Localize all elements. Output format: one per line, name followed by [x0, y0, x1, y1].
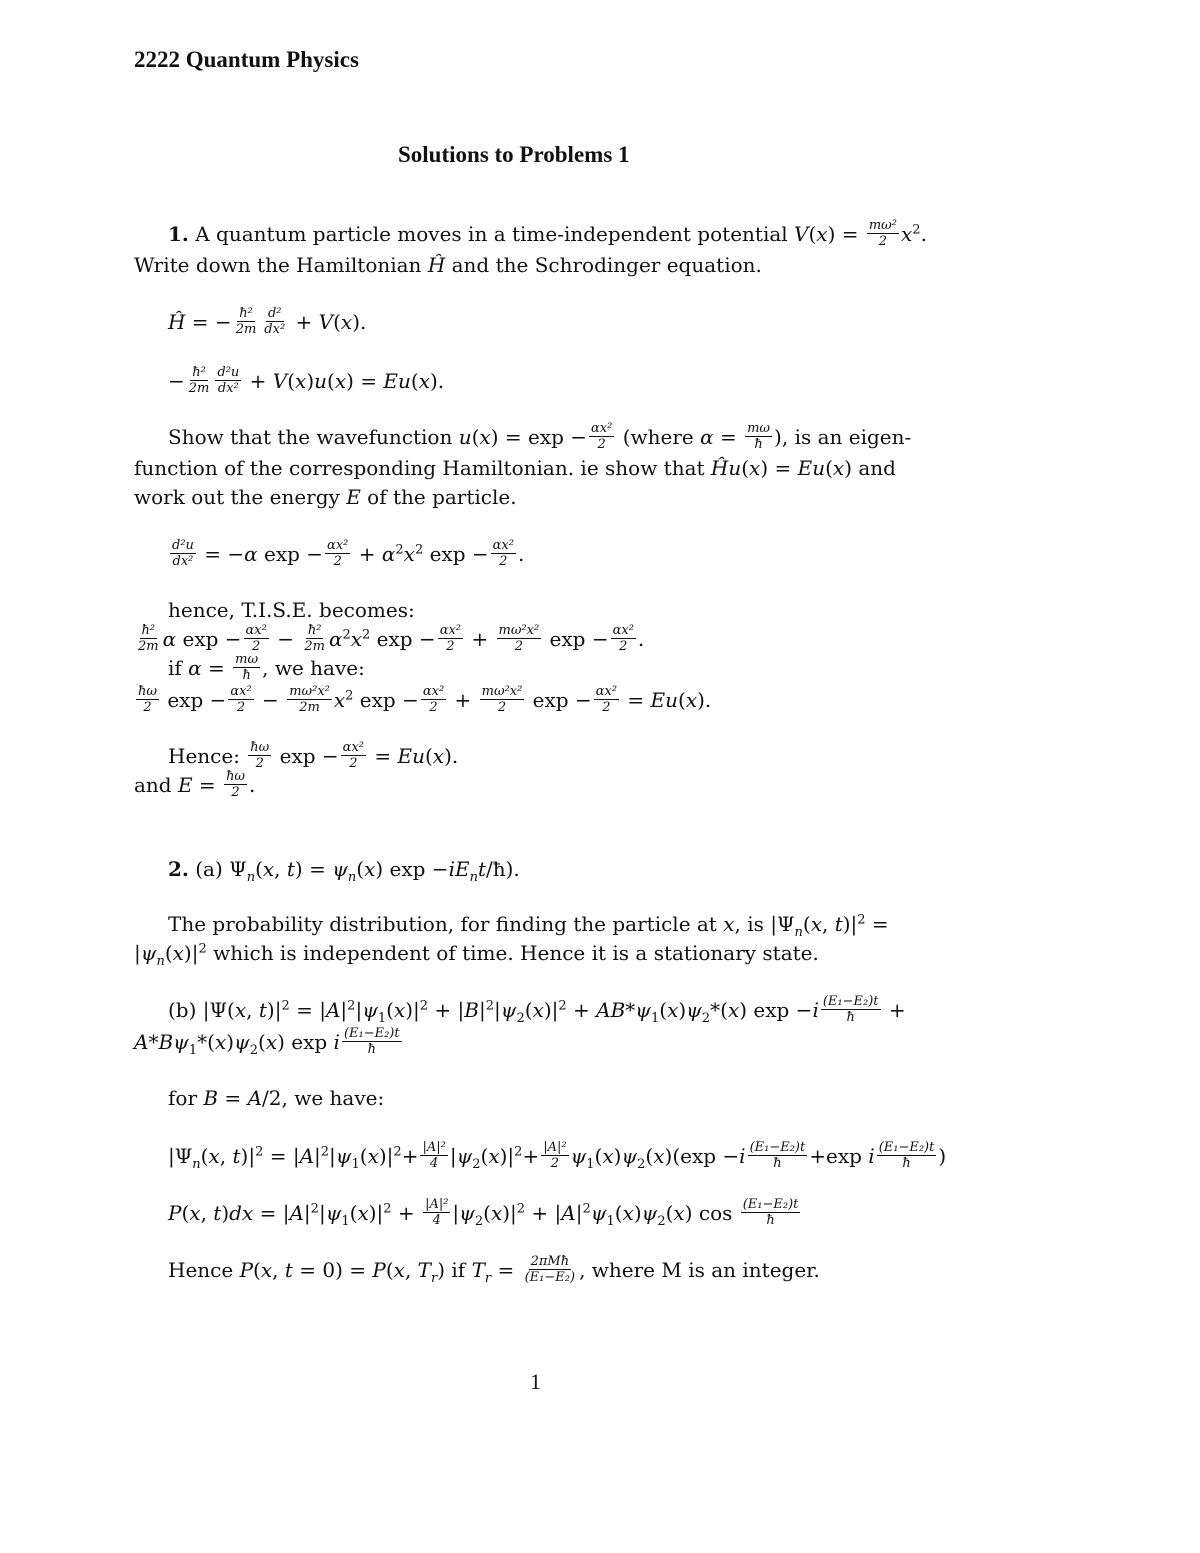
show-line3: work out the energy E of the particle.	[134, 485, 517, 509]
problem-1-text: A quantum particle moves in a time-independent potential	[195, 222, 788, 246]
schrodinger-equation: − $\frac{\text{ħ²}}{2m}$ $\frac{\text{d²u}}{\text{dx²}}$ + V(x)u(x) = Eu(x).	[168, 365, 445, 396]
tise-equation: $\frac{\text{ħ²}}{2m}$ α exp − $\frac{\text{αx²}}{2}$ − $\frac{\text{ħ²}}{2m}$ $\alpha^2x^2$ exp − $\frac{\text{αx²}}{2}$ + $\frac{\text{mω²x²}}{2}$ exp − $\frac{\text{αx²}}{2}$ .	[138, 623, 645, 654]
probability-density-equation: P(x, $t)dx = |A|^2|\psi_1(x)|^2$ + $\frac{\text{|A|²}}{4}$ $|\psi_2(x)|^2 + |A|^2\psi_1(x)\psi_2(x)$ cos $\frac{\text{(E₁−E₂)t}}{ħ}$	[168, 1197, 799, 1229]
problem-2-part-a: 2. (a) $\Psi_n(x$, $t) = \psi_n(x)$ $\exp -iE_nt/ħ$).	[168, 857, 520, 885]
energy-result: and E = $\frac{ħ\omega}{2}$ .	[134, 769, 256, 800]
hence-result: Hence: $\frac{ħ\omega}{2}$ exp − $\frac{\text{αx²}}{2}$ = Eu(x).	[168, 740, 459, 771]
tise-intro: hence, T.I.S.E. becomes:	[168, 598, 415, 622]
alpha-substitution: if α = $\frac{m\omega}{ħ}$ , we have:	[168, 652, 365, 683]
probability-line1: The probability distribution, for finding the particle at x, is $|\Psi_n(x$, $t)|^2$ =	[168, 912, 889, 940]
show-line2: function of the corresponding Hamiltonian. ie show that Ĥu(x) = Eu(x) and	[134, 456, 896, 480]
hamiltonian-equation: Ĥ = − $\frac{\text{ħ²}}{2m}$ $\frac{\text{d²}}{\text{dx²}}$ + V(x).	[168, 306, 367, 337]
period-result: Hence P(x, t = 0) = P(x, $T_r$) if $T_r$ = $\frac{\text{2πMħ}}{\text{(E₁−E₂)}}$ , where M is an integer.	[168, 1254, 820, 1286]
part-b-line2: $A*B\psi_1*(x)\psi_2(x)$ exp i $\frac{\text{(E₁−E₂)t}}{ħ}$	[134, 1026, 400, 1058]
b-equals-a-half: for B = A/2, we have:	[168, 1086, 385, 1110]
problem-1-statement-line2: Write down the Hamiltonian Ĥ and the Schrodinger equation.	[134, 253, 762, 277]
substituted-equation: $\frac{ħ\omega}{2}$ exp − $\frac{\text{αx²}}{2}$ − $\frac{\text{mω²x²}}{2m}$ $x^2$ exp − $\frac{\text{αx²}}{2}$ + $\frac{\text{mω²x²}}{2}$ exp − $\frac{\text{αx²}}{2}$ = Eu(x).	[138, 684, 712, 715]
problem-1-number: 1.	[168, 222, 189, 246]
second-derivative-equation: $\frac{\text{d²u}}{\text{dx²}}$ = −α exp − $\frac{\text{αx²}}{2}$ + $\alpha^2x^2$ exp − $\frac{\text{αx²}}{2}$ .	[172, 538, 525, 569]
probability-line2: $|\psi_n(x)|^2$ which is independent of time. Hence it is a stationary state.	[134, 941, 819, 969]
problem-1-statement-line1: 1. A quantum particle moves in a time-independent potential V(x) = $\frac{\text{mω²}}{2}$ $x^2$.	[168, 218, 927, 249]
problem-2-number: 2.	[168, 857, 189, 881]
show-line1: Show that the wavefunction u(x) = exp − $\frac{\text{αx²}}{2}$ (where α = $\frac{m\omega}{ħ}$ ), is an eigen-	[168, 421, 912, 452]
part-b-line1: (b) |Ψ(x, $t)|^2 = |A|^2|\psi_1(x)|^2 + |B|^2|\psi_2(x)|^2 + AB*\psi_1(x)\psi_2*(x)$ exp −i $\frac{\text{(E₁−E₂)t}}{ħ}$ +	[168, 994, 906, 1026]
page-title: Solutions to Problems 1	[398, 142, 630, 167]
page-number: 1	[530, 1369, 541, 1394]
course-title: 2222 Quantum Physics	[134, 47, 359, 72]
psi-squared-expansion: $|\Psi_n(x$, $t)|^2 = |A|^2|\psi_1(x)|^2+$ $\frac{\text{|A|²}}{4}$ $|\psi_2(x)|^2+$ $\frac{\text{|A|²}}{2}$ $\psi_1(x)\psi_2(x)(\exp -i$ $\frac{\text{(E₁−E₂)t}}{ħ}$ +exp i $\frac{\text{(E₁−E₂)t}}{ħ}$ )	[168, 1140, 947, 1172]
